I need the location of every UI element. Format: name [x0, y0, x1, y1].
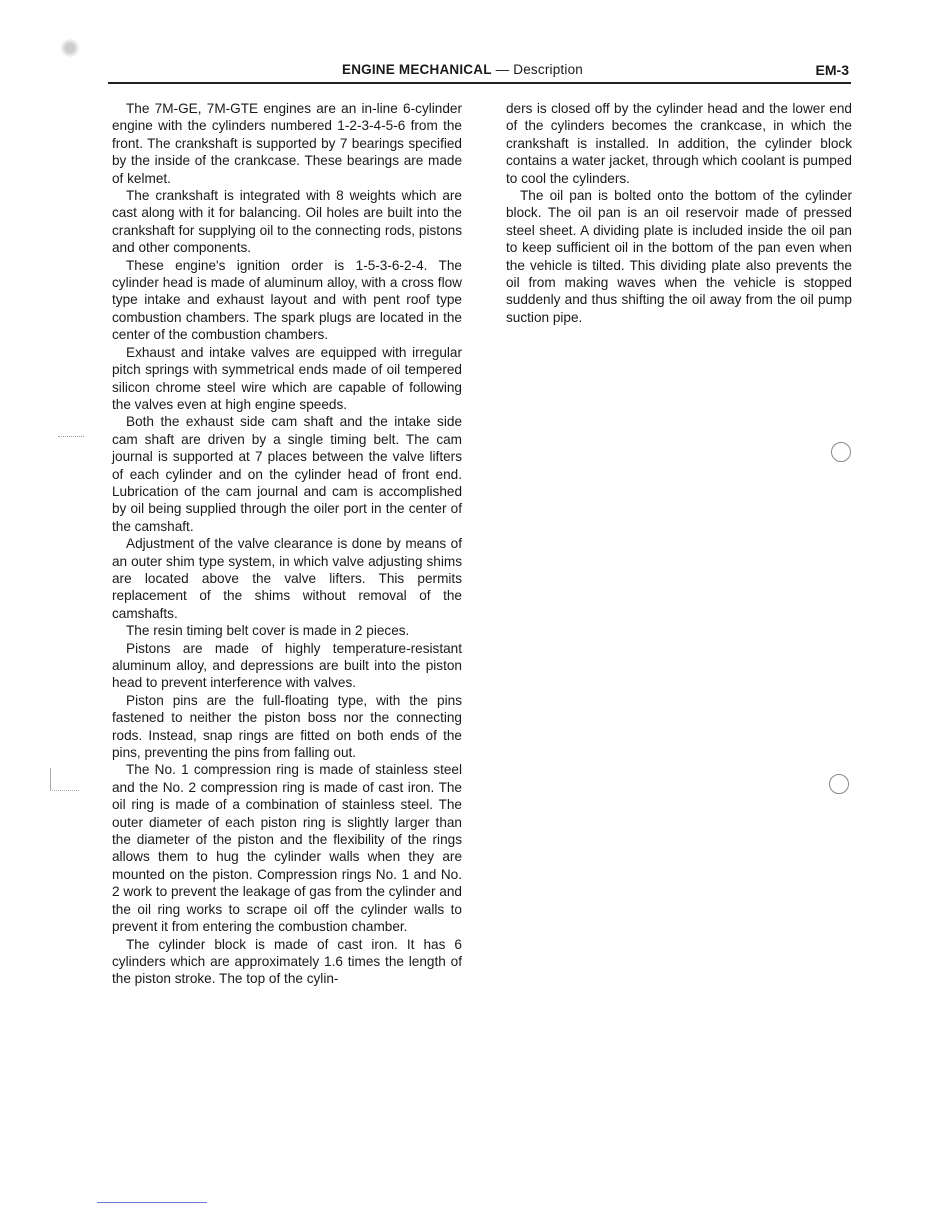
paragraph: Adjustment of the valve clearance is done by means of an outer shim type system, in which valve adjusting shims are located above the valve lifters. This permits replacement of the shims without removal of the camshafts. [112, 536, 462, 621]
section-title-main: ENGINE MECHANICAL [342, 62, 492, 77]
paragraph: ders is closed off by the cylinder head and the lower end of the cylinders becomes the crankcase, in which the crankshaft is installed. In addition, the cylinder block contains a water jacket, through which coolant is pumped to cool the cylinders. [506, 101, 852, 186]
paragraph: Both the exhaust side cam shaft and the intake side cam shaft are driven by a single timing belt. The cam journal is supported at 7 places between the valve lifters of each cylinder and on the cylinder head of front end. Lubrication of the cam journal and cam is accomplished by oil being supplied through the oiler port in the center of the camshaft. [112, 414, 462, 534]
section-title [342, 62, 583, 77]
title-separator: — [491, 62, 514, 77]
page-number: EM-3 [815, 62, 849, 78]
paragraph: Pistons are made of highly temperature-resistant aluminum alloy, and depressions are built into the piston head to prevent interference with valves. [112, 640, 462, 691]
section-subtitle: Description [513, 62, 583, 77]
paragraph: The oil pan is bolted onto the bottom of the cylinder block. The oil pan is an oil reservoir made of pressed steel sheet. A dividing plate is included inside the oil pan to keep sufficient oil in the bottom of the pan even when the vehicle is tilted. This dividing plate also prevents the oil from making waves when the vehicle is stopped suddenly and thus shifting the oil away from the oil pump suction pipe. [506, 188, 852, 325]
binder-hole-mark [831, 442, 851, 462]
paragraph: The 7M-GE, 7M-GTE engines are an in-line 6-cylinder engine with the cylinders numbered 1-2-3-4-5-6 from the front. The crankshaft is supported by 7 bearings specified by the inside of the crankcase. These bearings are made of kelmet. [112, 101, 462, 186]
paragraph: These engine's ignition order is 1-5-3-6-2-4. The cylinder head is made of aluminum alloy, with a cross flow type intake and exhaust layout and with pent roof type combustion chambers. The spark plugs are located in the center of the combustion chambers. [112, 257, 462, 343]
paragraph: The No. 1 compression ring is made of stainless steel and the No. 2 compression ring is made of cast iron. The oil ring is made of a combination of stainless steel. The outer diameter of each piston ring is slightly larger than the diameter of the piston and the flexibility of the rings allows them to hug the cylinder walls when they are mounted on the piston. Compression rings No. 1 and No. 2 work to prevent the leakage of gas from the cylinder and the oil ring works to scrape oil off the cylinder walls to prevent it from entering the combustion chamber. [112, 762, 462, 935]
paragraph: Exhaust and intake valves are equipped with irregular pitch springs with symmetrical ends made of oil tempered silicon chrome steel wire which are capable of following the valves even at high engine speeds. [112, 344, 462, 412]
paragraph: The crankshaft is integrated with 8 weights which are cast along with it for balancing. Oil holes are built into the crankshaft for supplying oil to the connecting rods, pistons and other components. [112, 188, 462, 256]
left-column [112, 100, 462, 988]
scan-speck [50, 768, 79, 791]
scan-speck [60, 38, 80, 58]
paragraph: The resin timing belt cover is made in 2 pieces. [126, 623, 410, 639]
page-header [108, 60, 851, 84]
scan-speck [58, 436, 84, 451]
scan-line-mark [97, 1202, 207, 1203]
paragraph: Piston pins are the full-floating type, with the pins fastened to neither the piston boss nor the connecting rods. Instead, snap rings are fitted on both ends of the pins, preventing the pins from falling out. [112, 692, 462, 761]
paragraph: The cylinder block is made of cast iron. It has 6 cylinders which are approximately 1.6 times the length of the piston stroke. The top of the cylin- [112, 936, 462, 987]
right-column [506, 100, 852, 326]
binder-hole-mark [829, 774, 849, 794]
